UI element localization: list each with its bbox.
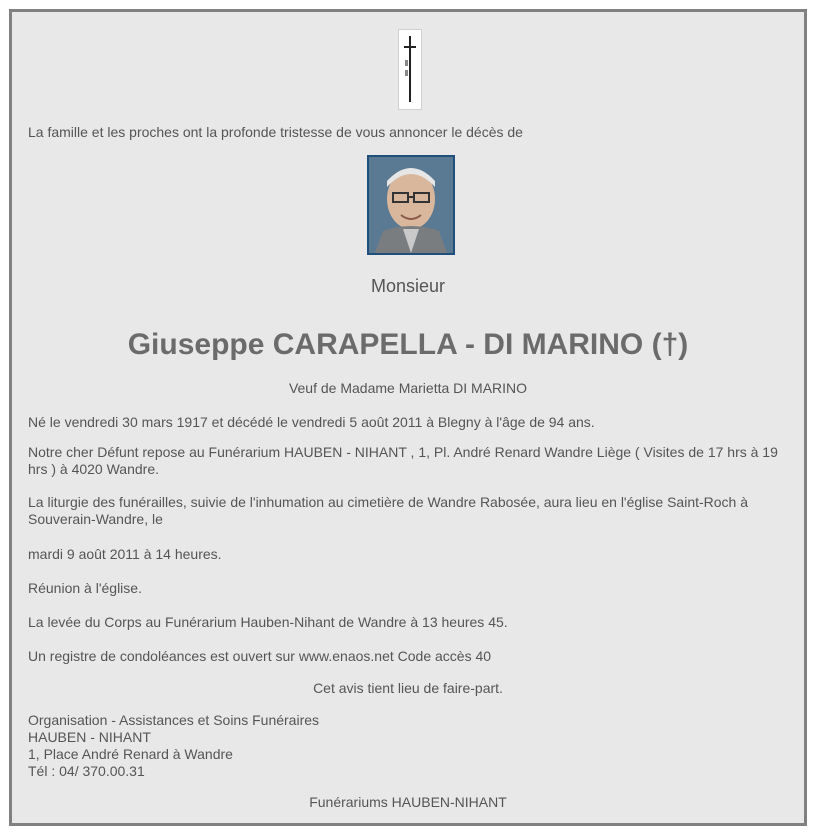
cross-icon	[399, 30, 421, 109]
birth-death-line: Né le vendredi 30 mars 1917 et décédé le vendredi 5 août 2011 à Blegny à l'âge de 94 ans.	[28, 414, 595, 430]
portrait-icon	[369, 157, 453, 253]
org-line-2: HAUBEN - NIHANT	[28, 729, 151, 745]
levee-line: La levée du Corps au Funérarium Hauben-Nihant de Wandre à 13 heures 45.	[28, 614, 508, 630]
portrait-photo	[367, 155, 455, 255]
org-line-1: Organisation - Assistances et Soins Funéraires	[28, 712, 320, 728]
funeral-date: mardi 9 août 2011 à 14 heures.	[28, 546, 222, 562]
rest-paragraph: Notre cher Défunt repose au Funérarium HAUBEN - NIHANT , 1, Pl. André Renard Wandre Liège ( Visites de 17 hrs à 19 hrs ) à 4020 Wandre.	[28, 444, 778, 477]
widower-line: Veuf de Madame Marietta DI MARINO	[288, 380, 528, 396]
cross-image	[398, 29, 422, 110]
footer-signature: Funérariums HAUBEN-NIHANT	[309, 794, 507, 810]
funeral-paragraph: La liturgie des funérailles, suivie de l'inhumation au cimetière de Wandre Rabosée, aura lieu en l'église Saint-Roch à Souverain-Wandre, le	[28, 494, 749, 527]
meeting-line: Réunion à l'église.	[28, 580, 142, 596]
intro-text: La famille et les proches ont la profonde tristesse de vous annoncer le décès de	[28, 124, 523, 140]
honorific: Monsieur	[370, 276, 446, 296]
faire-part-line: Cet avis tient lieu de faire-part.	[313, 680, 503, 696]
deceased-name: Giuseppe CARAPELLA - DI MARINO (†)	[127, 328, 689, 361]
condolences-line: Un registre de condoléances est ouvert sur www.enaos.net Code accès 40	[28, 648, 492, 664]
org-line-3: 1, Place André Renard à Wandre	[28, 746, 233, 762]
org-line-4: Tél : 04/ 370.00.31	[28, 763, 145, 779]
obituary-card	[9, 9, 807, 826]
